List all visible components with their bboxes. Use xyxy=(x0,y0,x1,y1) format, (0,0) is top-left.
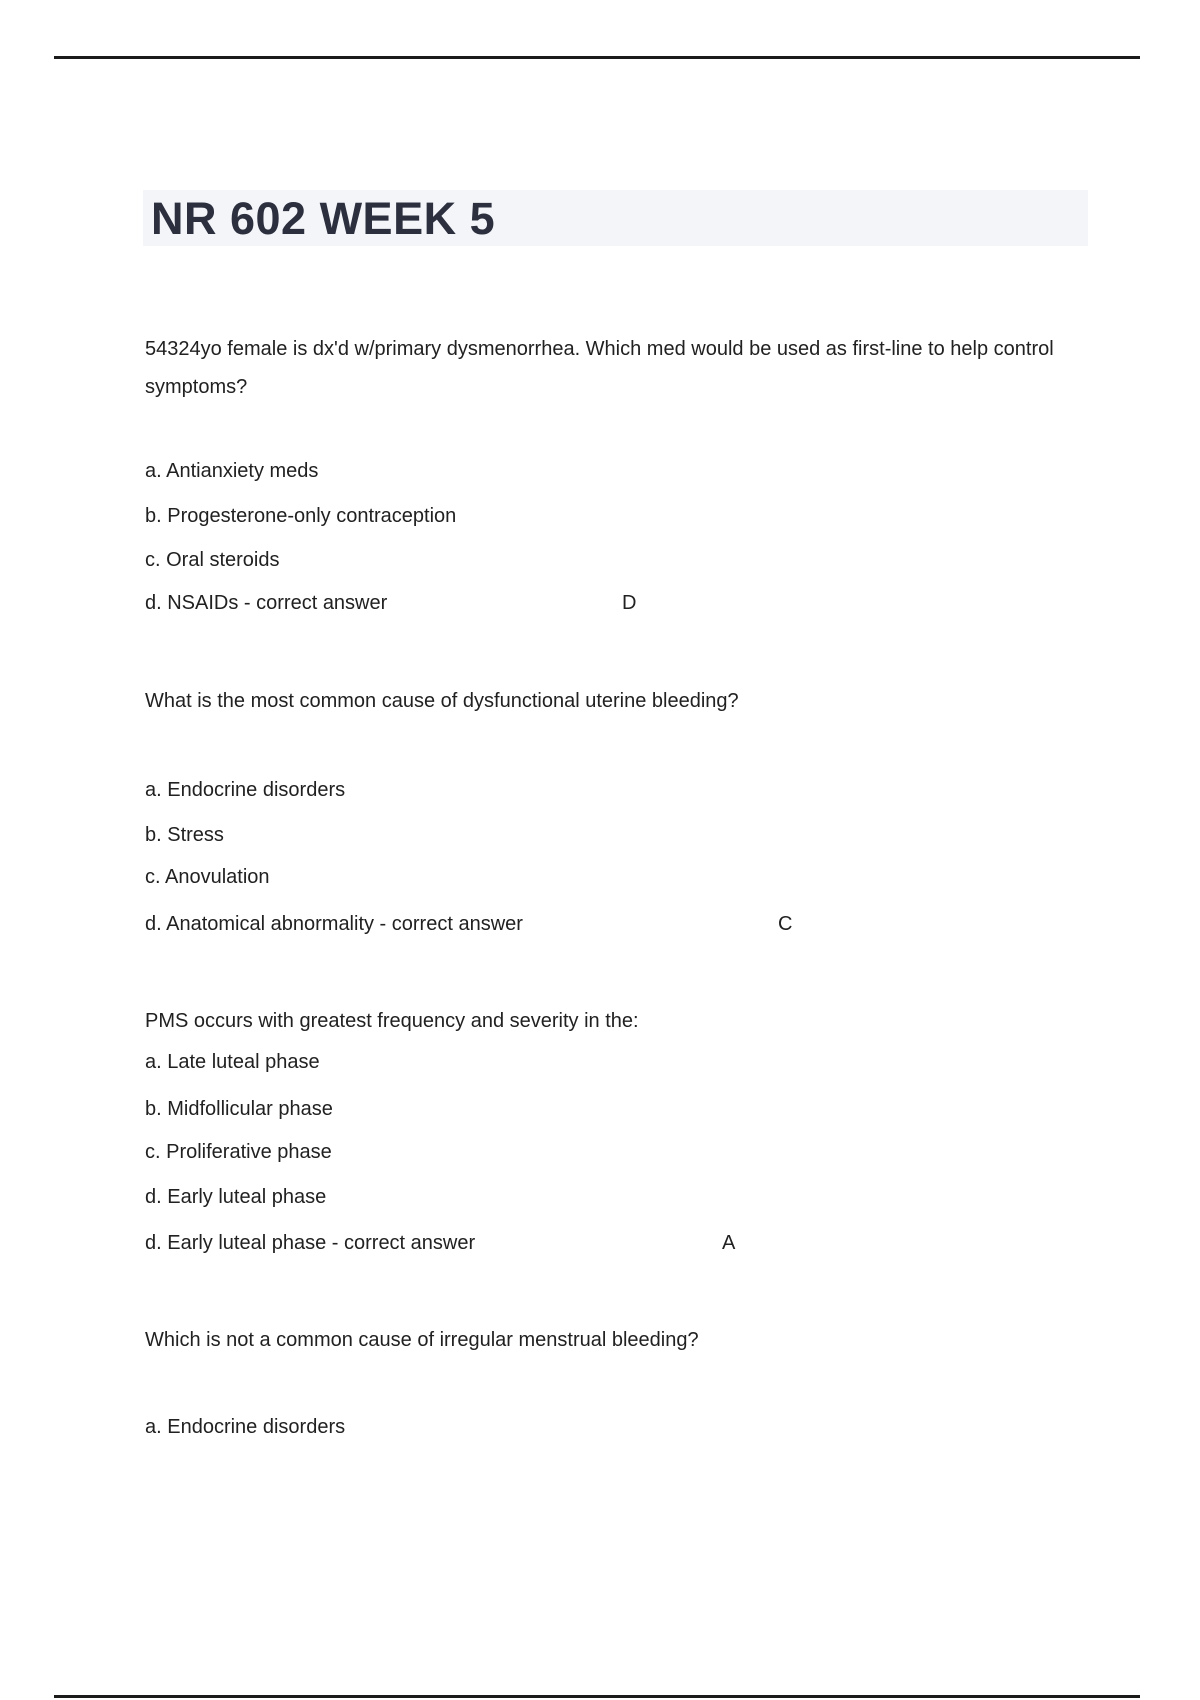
question-text: PMS occurs with greatest frequency and severity in the: xyxy=(145,1010,639,1032)
answer-option: c. Proliferative phase xyxy=(145,1141,332,1163)
answer-option-correct xyxy=(145,1230,1090,1256)
question-text: 54324yo female is dx'd w/primary dysmenorrhea. Which med would be used as first-line to help control symptoms? xyxy=(145,338,1054,398)
answer-option-label: d. Early luteal phase - correct answer xyxy=(145,1232,476,1254)
answer-option-correct xyxy=(145,590,1090,616)
answer-option: a. Endocrine disorders xyxy=(145,779,346,801)
answer-option: b. Progesterone-only contraception xyxy=(145,505,457,527)
answer-letter: D xyxy=(622,592,637,614)
answer-option: c. Anovulation xyxy=(145,866,270,888)
answer-option: a. Late luteal phase xyxy=(145,1051,320,1073)
answer-option-correct xyxy=(145,911,1090,937)
title-highlight-band xyxy=(143,190,1088,246)
answer-option: c. Oral steroids xyxy=(145,549,280,571)
answer-option: d. Early luteal phase xyxy=(145,1186,327,1208)
answer-option-label: d. NSAIDs - correct answer xyxy=(145,592,388,614)
answer-option: b. Midfollicular phase xyxy=(145,1098,333,1120)
answer-letter: C xyxy=(778,913,793,935)
answer-option-label: d. Anatomical abnormality - correct answer xyxy=(145,913,523,935)
answer-option: b. Stress xyxy=(145,824,224,846)
page-title: NR 602 WEEK 5 xyxy=(151,192,496,244)
top-border-rule xyxy=(54,56,1140,59)
answer-letter: A xyxy=(722,1232,736,1254)
question-text: Which is not a common cause of irregular menstrual bleeding? xyxy=(145,1329,699,1351)
answer-option: a. Endocrine disorders xyxy=(145,1416,346,1438)
answer-option: a. Antianxiety meds xyxy=(145,460,319,482)
question-text: What is the most common cause of dysfunctional uterine bleeding? xyxy=(145,690,739,712)
bottom-border-rule xyxy=(54,1695,1140,1698)
